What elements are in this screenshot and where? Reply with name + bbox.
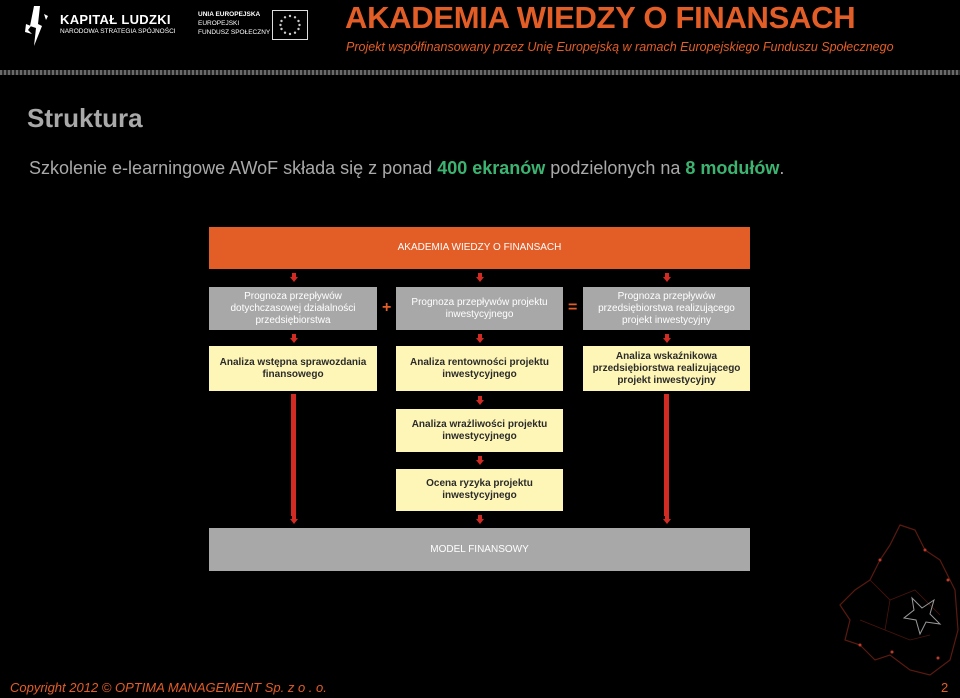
analysis-profitability-box: Analiza rentowności projektu inwestycyjnego xyxy=(396,346,563,391)
header-subtitle: Projekt współfinansowany przez Unię Europejską w ramach Europejskiego Funduszu Społecznego xyxy=(346,40,894,54)
intro-part-2: podzielonych na xyxy=(545,158,686,178)
plus-operator: + xyxy=(382,299,392,316)
intro-highlight-screens: 400 ekranów xyxy=(437,158,546,178)
arrow-down-icon xyxy=(290,273,298,282)
arrow-down-icon xyxy=(663,334,671,343)
page-number: 2 xyxy=(941,680,949,695)
arrow-down-icon xyxy=(476,515,484,524)
risk-assessment-box: Ocena ryzyka projektu inwestycyjnego xyxy=(396,469,563,511)
arrow-down-icon xyxy=(476,273,484,282)
header-separator xyxy=(0,70,960,75)
eu-text xyxy=(198,10,270,37)
arrow-down-icon xyxy=(663,515,671,524)
forecast-project-box: Prognoza przepływów projektu inwestycyjnego xyxy=(396,287,563,330)
slide-title: Struktura xyxy=(27,103,143,133)
intro-part-1: Szkolenie e-learningowe AWoF składa się z ponad xyxy=(29,158,438,178)
eu-line-3: FUNDUSZ SPOŁECZNY xyxy=(198,29,271,36)
arrow-down-icon xyxy=(290,334,298,343)
forecast-company-project-box: Prognoza przepływów przedsiębiorstwa realizującego projekt inwestycyjny xyxy=(583,287,750,330)
eu-line-1: UNIA EUROPEJSKA xyxy=(198,11,261,18)
eu-line-2: EUROPEJSKI xyxy=(198,20,240,27)
arrow-down-icon xyxy=(476,456,484,465)
equals-operator: = xyxy=(568,299,578,316)
arrow-down-icon xyxy=(476,334,484,343)
intro-end: . xyxy=(779,158,785,178)
eu-flag-icon xyxy=(272,10,308,40)
europe-map-decoration xyxy=(830,520,960,680)
right-connector-line xyxy=(664,394,669,516)
analysis-preliminary-box: Analiza wstępna sprawozdania finansowego xyxy=(209,346,377,391)
copyright-text: Copyright 2012 © OPTIMA MANAGEMENT Sp. z o . o. xyxy=(10,680,327,695)
financial-model-box: MODEL FINANSOWY xyxy=(209,528,750,571)
kapital-ludzki-title: KAPITAŁ LUDZKI xyxy=(60,12,171,27)
left-connector-line xyxy=(291,394,296,516)
arrow-down-icon xyxy=(476,396,484,405)
arrow-down-icon xyxy=(663,273,671,282)
arrow-down-icon xyxy=(290,515,298,524)
kapital-ludzki-subtitle: NARODOWA STRATEGIA SPÓJNOŚCI xyxy=(60,28,176,35)
intro-text xyxy=(29,158,784,179)
analysis-ratio-box: Analiza wskaźnikowa przedsiębiorstwa realizującego projekt inwestycyjny xyxy=(583,346,750,391)
main-title: AKADEMIA WIEDZY O FINANSACH xyxy=(345,0,856,35)
diagram-top-box: AKADEMIA WIEDZY O FINANSACH xyxy=(209,227,750,269)
analysis-sensitivity-box: Analiza wrażliwości projektu inwestycyjnego xyxy=(396,409,563,452)
intro-highlight-modules: 8 modułów xyxy=(685,158,780,178)
forecast-existing-box: Prognoza przepływów dotychczasowej działalności przedsiębiorstwa xyxy=(209,287,377,330)
